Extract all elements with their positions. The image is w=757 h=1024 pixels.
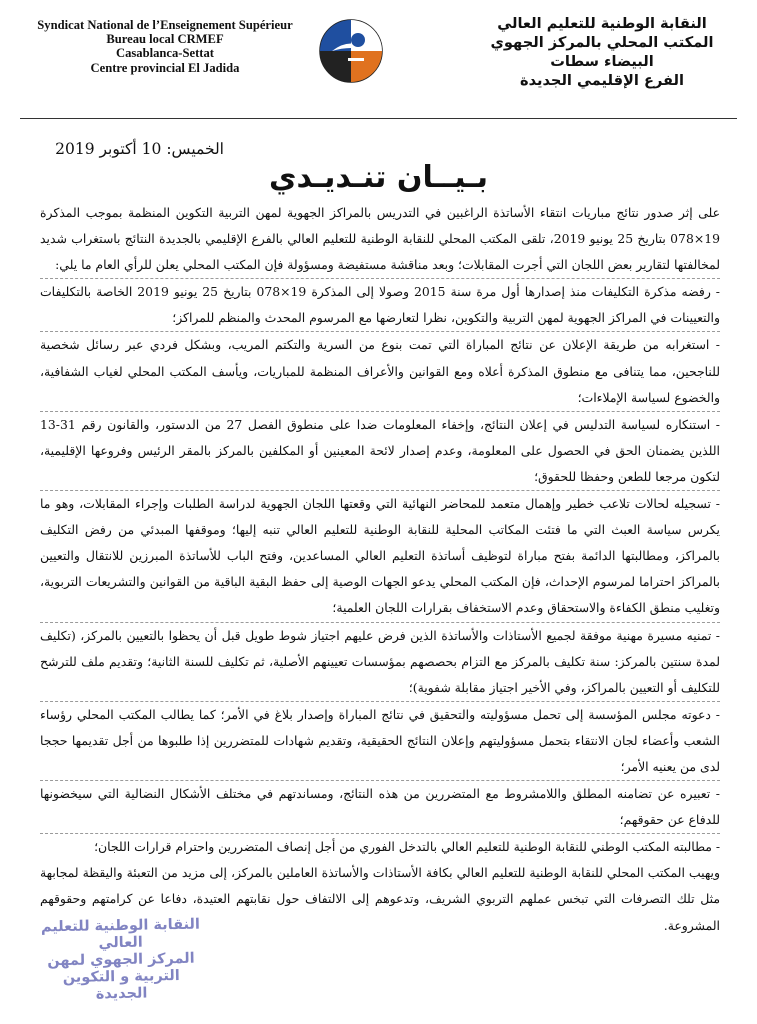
point-paragraph: - استنكاره لسياسة التدليس في إعلان النتائج، وإخفاء المعلومات ضدا على منطوق الفصل 27 من الدستور، والقانون رقم 31-13 اللذين يضمنان الحق في الحصول على المعلومة، وعدم إصدار لائحة المعينين أو المكلفين بالمركز بالمقر الرئيس وفروعها الإقليمية، لتكون مرجعا للطعن وحفظا للحقوق؛ [40,416,720,484]
point-paragraph: - دعوته مجلس المؤسسة إلى تحمل مسؤوليته والتحقيق في نتائج المباراة وإصدار بلاغ في الأمر؛ كما يطالب المكتب المحلي رؤساء الشعب وأعضاء لجان الانتقاء بتحمل مسؤوليتهم وإعلان النتائج الحقيقية، وتقديم شهادات للمتضررين إذا طلبوها من أجل تقديمها حججا لدى من يعنيه الأمر؛ [40,706,720,774]
union-stamp [25,916,216,1004]
header-divider [20,118,737,119]
french-header-line: Casablanca-Settat [116,46,214,61]
stamp-line: النقابة الوطنية للتعليم العالي [40,916,201,952]
french-header-line: Centre provincial El Jadida [90,60,240,75]
french-header-line: Bureau local CRMEF [106,32,224,47]
stamp-line: التربية و التكوين [62,967,180,987]
point-paragraph: - تسجيله لحالات تلاعب خطير وإهمال متعمد للمحاضر النهائية التي وقعتها اللجان الجهوية لدراسة الطلبات وإجراء المقابلات، وهو ما يكرس سياسة العبث التي ما فتئت المكاتب المحلية للنقابة الوطنية للتعليم العالي تنبه إليها؛ وموقفها المبدئي من رفض التكليف بالمراكز، ومطالبتها الدائمة بفتح مباراة لتوظيف أساتذة التعليم العالي المساعدين، وفتح الباب للأساتذة المبرزين للانتقال والتعيين بالمراكز احتراما لمرسوم الإحداث، فإن المكتب المحلي يدعو الجهات الوصية إلى حفظ البقية الباقية من القوانين والتشريعات التربوية، وتغليب منطق الكفاءة والاستحقاق وعدم الاستخفاف بقرارات اللجان العلمية؛ [40,496,720,616]
point-paragraph: - تعبيره عن تضامنه المطلق واللامشروط مع المتضررين من هذه النتائج، ومساندتهم في مختلف الأشكال النضالية التي سيخضونها للدفاع عن حقوقهم؛ [40,786,720,828]
document-date: الخميس: 10 أكتوبر 2019 [55,140,224,158]
intro-paragraph: على إثر صدور نتائج مباريات انتقاء الأساتذة الراغبين في التدريس بالمراكز الجهوية لمهن التربية التكوين المنظمة بموجب المذكرة 19×078 بتاريخ 25 يونيو 2019، تلقى المكتب المحلي للنقابة الوطنية للتعليم العالي بالفرع الإقليمي بالجديدة النتائج باستغراب شديد لمخالفتها لتقارير بعض اللجان التي أجرت المقابلات؛ وبعد مناقشة مستفيضة ومسؤولة فإن المكتب المحلي يعلن للرأي العام ما يلي: [40,205,720,273]
union-logo [318,18,384,84]
french-header-line: Syndicat National de l’Enseignement Supérieur [37,18,293,32]
document-body [40,200,720,939]
arabic-header-line: النقابة الوطنية للتعليم العالي [497,15,707,32]
point-paragraph: - مطالبته المكتب الوطني للنقابة الوطنية للتعليم العالي بالتدخل الفوري من أجل إنصاف المتضررين واحترام قرارات اللجان؛ [94,839,720,855]
stamp-line: المركز الجهوي لمهن [47,950,195,970]
arabic-header-line: الفرع الإقليمي الجديدة [519,72,685,89]
document-title: بـيــان تنـديـدي [268,160,489,195]
arabic-header [467,14,737,90]
point-paragraph: - تمنيه مسيرة مهنية موفقة لجميع الأستاذات والأساتذة الذين فرض عليهم اجتياز شوط طويل قبل أن يحظوا بالتعيين بالمركز، (تكليف لمدة سنتين بالمركز: سنة تكليف بالمركز مع التزام بحصصهم بمؤسسات تعيينهم الأصلية، ثم تكليف للسنة الثانية؛ وتقديم ملف للترشح للتكليف أو التعيين بالمراكز، وفي الأخير اجتياز مقابلة شفوية)؛ [40,627,720,695]
closing-paragraph: ويهيب المكتب المحلي للنقابة الوطنية للتعليم العالي بكافة الأستاذات والأساتذة العاملين بالمركز، إلى مزيد من التعبئة واليقظة لمجابهة مثل تلك التصرفات التي تبخس عملهم التربوي الشريف، وتدعوهم إلى الالتفاف حول نقابتهم العتيدة، دفاعا عن كرامتهم وحقوقهم المشروعة. [40,865,720,933]
point-paragraph: - رفضه مذكرة التكليفات منذ إصدارها أول مرة سنة 2015 وصولا إلى المذكرة 19×078 بتاريخ 25 يونيو 2019 الخاصة بالتكليفات والتعيينات في المراكز الجهوية لمهن التربية والتكوين، نظرا لتعارضها مع المرسوم المحدث والمنظم للمراكز؛ [40,284,720,326]
point-paragraph: - استغرابه من طريقة الإعلان عن نتائج المباراة التي تمت بنوع من السرية والتكتم المريب، وبشكل فردي عبر رسائل شخصية للناجحين، مما يتنافى مع منطوق المذكرة أعلاه ومع القوانين والأعراف المنظمة للمباريات، ويأسف المكتب المحلي لغياب الشفافية، والخضوع لسياسة الإملاءات؛ [40,337,720,405]
arabic-header-line: المكتب المحلي بالمركز الجهوي [490,34,714,51]
stamp-line: الجديدة [95,985,148,1003]
french-header [20,18,310,75]
arabic-header-line: البيضاء سطات [550,53,654,70]
